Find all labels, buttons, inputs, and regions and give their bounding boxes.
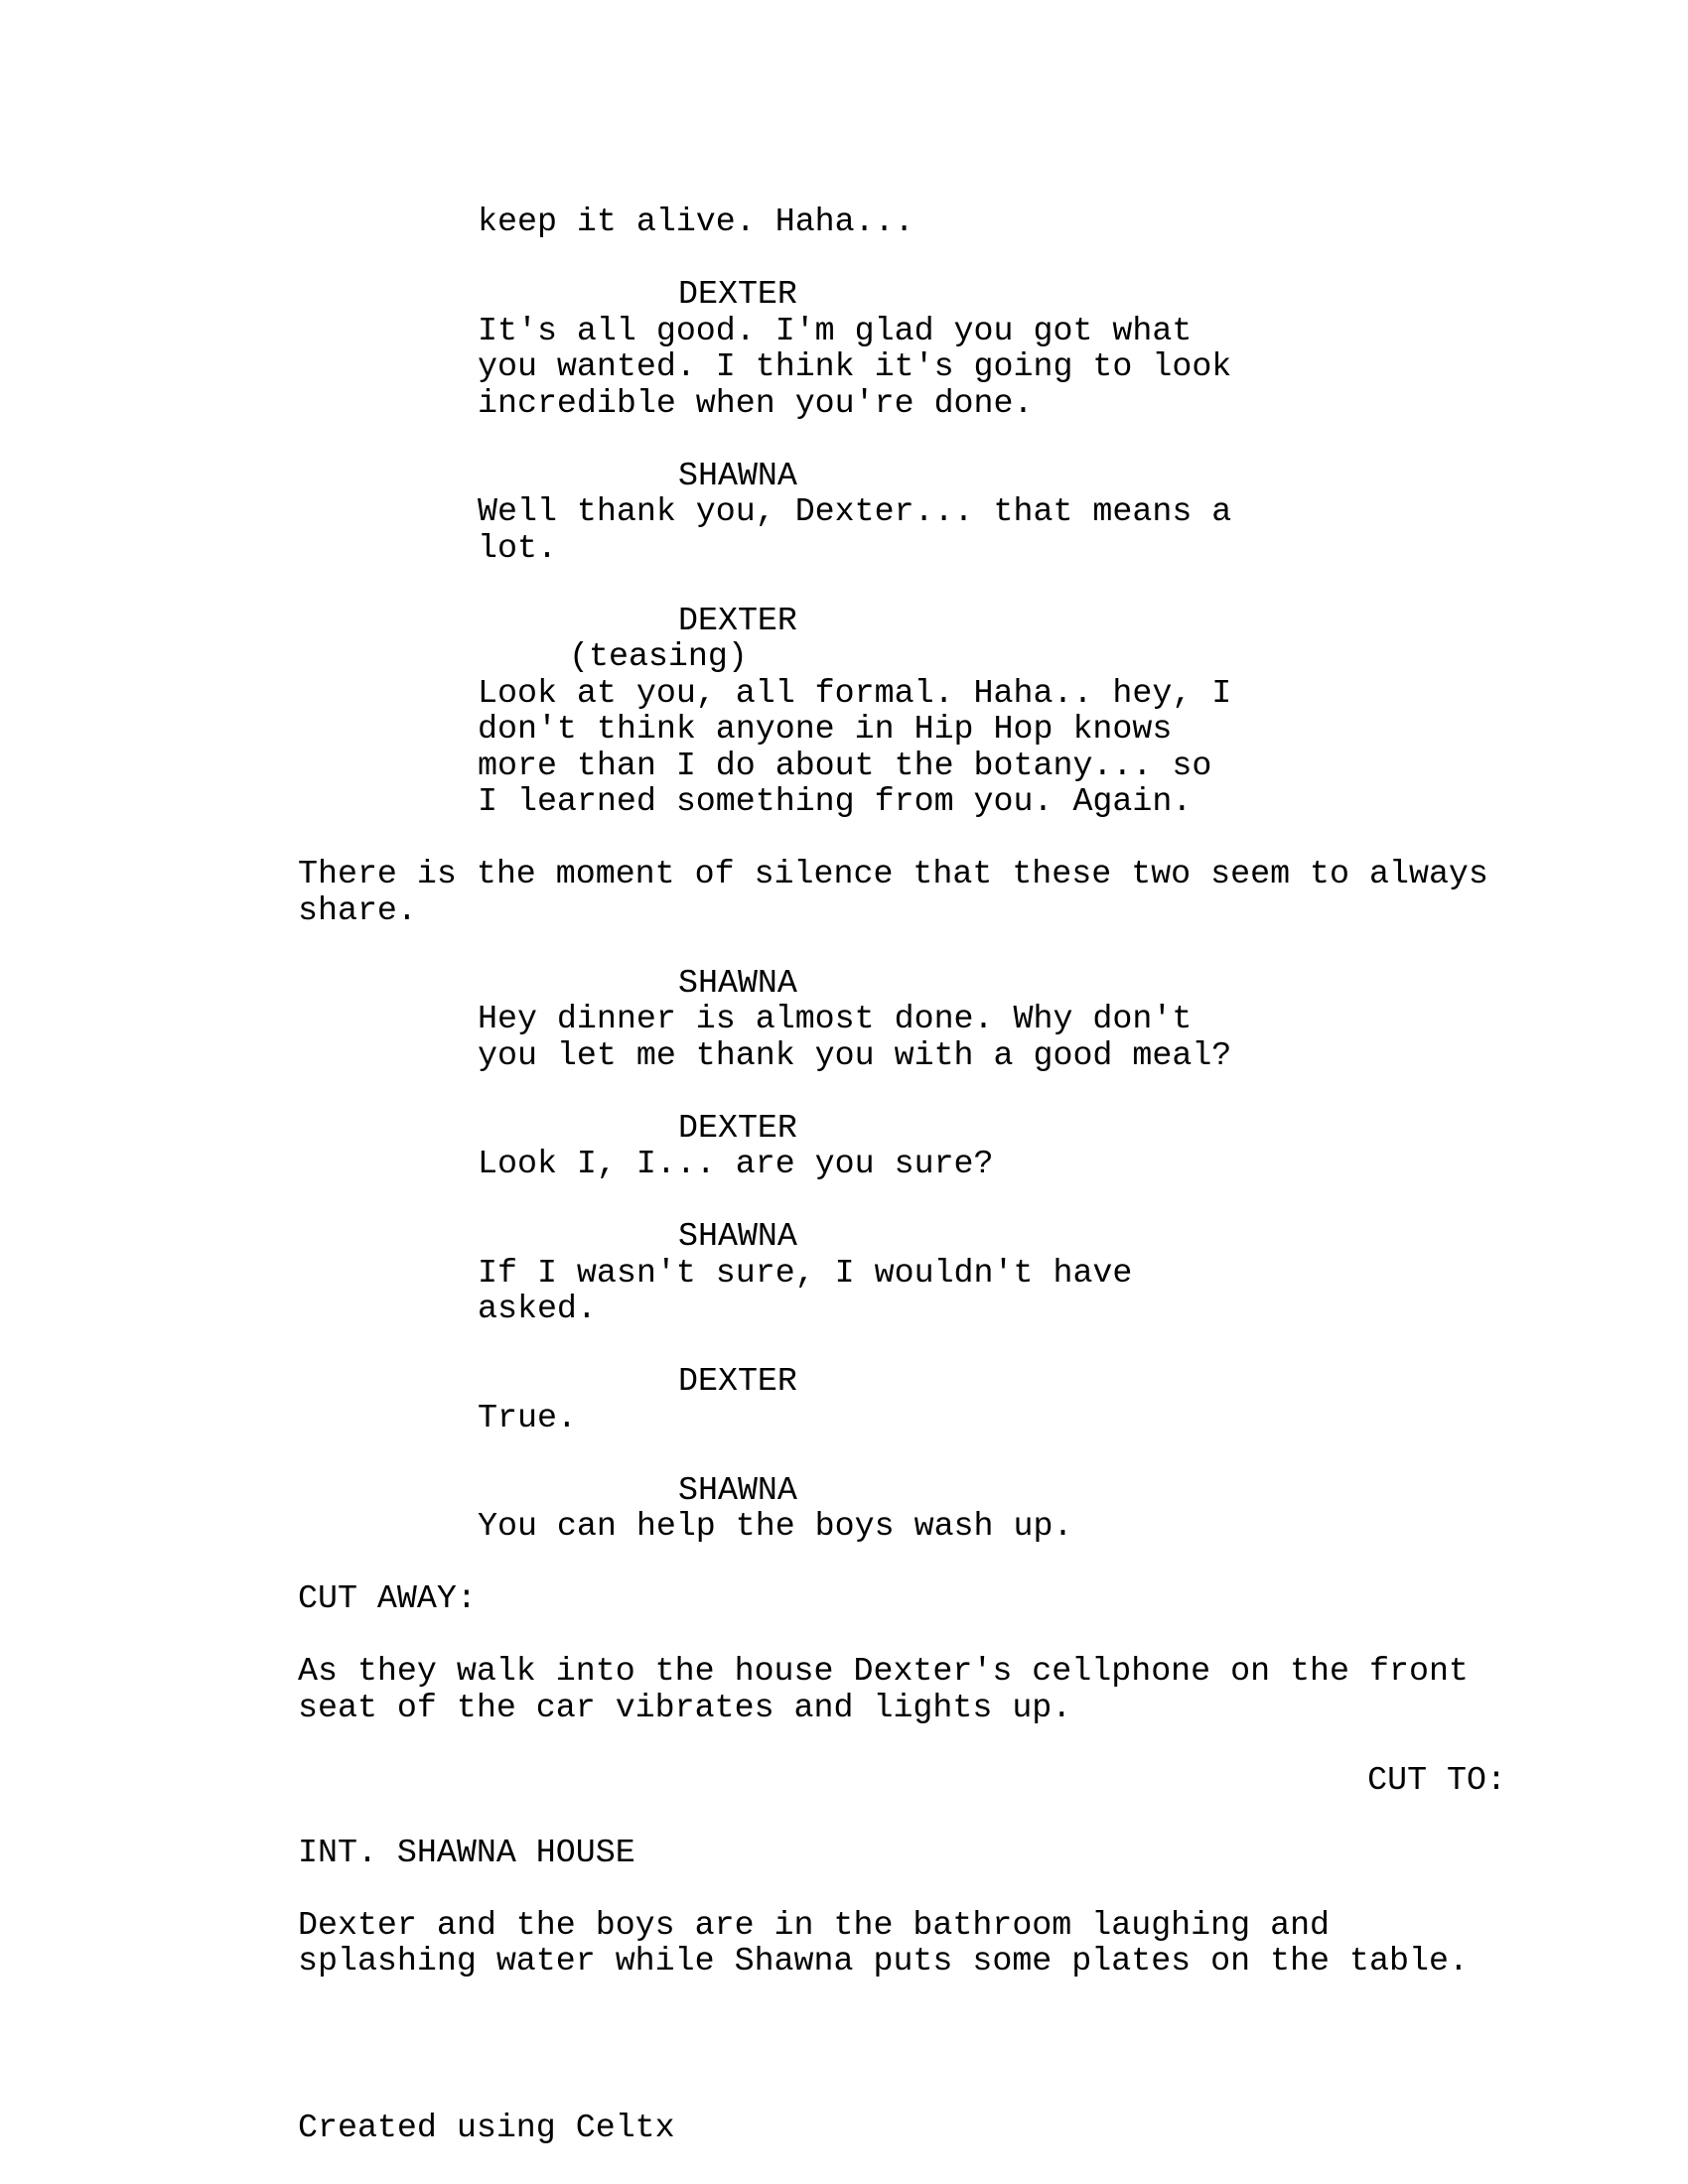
dialogue-line: You can help the boys wash up.: [478, 1507, 1073, 1545]
transition-right-block: [298, 1762, 1506, 1799]
script-content: [298, 204, 1506, 1979]
script-group: [298, 965, 1506, 1074]
dialogue-block: [478, 1146, 1506, 1182]
dialogue-block: [478, 493, 1506, 566]
script-group: [298, 1110, 1506, 1182]
dialogue-block: [478, 1255, 1506, 1327]
script-group: [298, 1907, 1506, 1979]
dialogue-line: asked.: [478, 1290, 597, 1327]
dialogue-line: I learned something from you. Again.: [478, 782, 1193, 820]
dialogue-block: [478, 1400, 1506, 1436]
script-group: [298, 458, 1506, 567]
dialogue-block: [478, 1508, 1506, 1545]
character-line: SHAWNA: [678, 1217, 797, 1255]
dialogue-block: [478, 675, 1506, 820]
dialogue-line: don't think anyone in Hip Hop knows: [478, 710, 1173, 748]
character-block: [678, 1363, 1506, 1400]
dialogue-line: incredible when you're done.: [478, 383, 1034, 422]
character-block: [678, 276, 1506, 313]
script-group: [298, 856, 1506, 928]
script-group: [298, 276, 1506, 421]
character-block: [678, 458, 1506, 494]
character-block: [678, 1110, 1506, 1147]
dialogue-line: Look I, I... are you sure?: [478, 1145, 994, 1182]
dialogue-line: Look at you, all formal. Haha.. hey, I: [478, 673, 1232, 712]
character-line: DEXTER: [678, 275, 797, 313]
character-line: SHAWNA: [678, 963, 797, 1002]
character-block: [678, 603, 1506, 639]
parenthetical-block: [569, 638, 1506, 675]
character-line: DEXTER: [678, 1108, 797, 1147]
transition-left-line: CUT AWAY:: [298, 1579, 477, 1617]
character-line: DEXTER: [678, 1362, 797, 1400]
character-line: DEXTER: [678, 601, 797, 639]
dialogue-line: more than I do about the botany... so: [478, 746, 1212, 784]
scene-heading-block: [298, 1835, 1506, 1871]
dialogue-block: [478, 1001, 1506, 1073]
parenthetical-line: (teasing): [569, 637, 748, 675]
dialogue-block: [478, 313, 1506, 422]
dialogue-line: you wanted. I think it's going to look: [478, 347, 1232, 385]
dialogue-line: It's all good. I'm glad you got what: [478, 311, 1193, 349]
dialogue-line: If I wasn't sure, I wouldn't have: [478, 1253, 1133, 1292]
character-block: [678, 965, 1506, 1002]
transition-right-line: CUT TO:: [1367, 1760, 1506, 1799]
action-line: share.: [298, 890, 417, 929]
character-line: SHAWNA: [678, 456, 797, 494]
script-group: [298, 1218, 1506, 1327]
script-group: [298, 1472, 1506, 1545]
script-group: [298, 1363, 1506, 1435]
script-group: [298, 204, 1506, 240]
dialogue-line: lot.: [478, 528, 557, 567]
dialogue-line: keep it alive. Haha...: [478, 203, 914, 240]
action-line: seat of the car vibrates and lights up.: [298, 1688, 1072, 1726]
character-line: SHAWNA: [678, 1470, 797, 1509]
dialogue-line: Hey dinner is almost done. Why don't: [478, 1000, 1193, 1037]
action-block: [298, 1907, 1506, 1979]
dialogue-line: you let me thank you with a good meal?: [478, 1035, 1232, 1074]
action-block: [298, 856, 1506, 928]
script-group: [298, 1762, 1506, 1799]
character-block: [678, 1218, 1506, 1255]
script-group: [298, 1653, 1506, 1725]
scene-heading-line: INT. SHAWNA HOUSE: [298, 1833, 635, 1871]
action-block: [298, 1653, 1506, 1725]
action-line: As they walk into the house Dexter's cellphone on the front: [298, 1652, 1469, 1690]
celtx-footer: Created using Celtx: [298, 2109, 675, 2146]
action-line: splashing water while Shawna puts some plates on the table.: [298, 1942, 1469, 1979]
action-line: There is the moment of silence that these two seem to always: [298, 855, 1488, 892]
script-group: [298, 1835, 1506, 1871]
action-line: Dexter and the boys are in the bathroom laughing and: [298, 1905, 1331, 1944]
script-group: [298, 603, 1506, 820]
dialogue-line: Well thank you, Dexter... that means a: [478, 492, 1232, 530]
transition-left-block: [298, 1580, 1506, 1617]
character-block: [678, 1472, 1506, 1509]
dialogue-line: True.: [478, 1398, 577, 1436]
script-group: [298, 1580, 1506, 1617]
dialogue-block: [478, 204, 1506, 240]
